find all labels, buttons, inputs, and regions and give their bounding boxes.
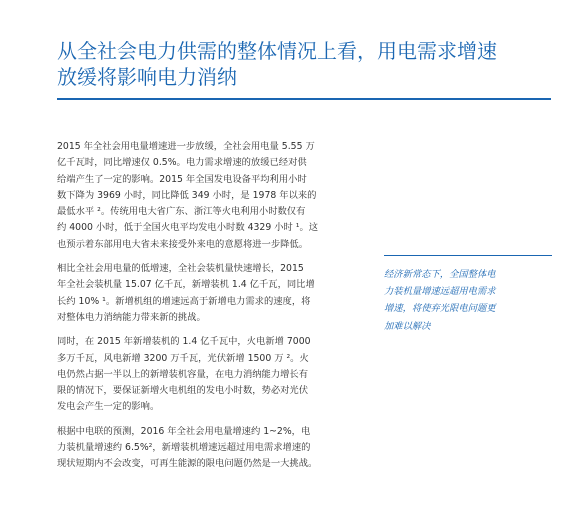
paragraph-line: 相比全社会用电量的低增速，全社会装机量快速增长，2015 [57, 263, 304, 275]
pull-quote-line: 加难以解决 [384, 320, 431, 332]
paragraph-line: 给端产生了一定的影响。2015 年全国发电设备平均利用小时 [57, 173, 307, 185]
callout-divider [384, 255, 552, 256]
title-divider [57, 98, 551, 100]
paragraph-4 [57, 424, 373, 473]
paragraph-line: 同时，在 2015 年新增装机的 1.4 亿千瓦中，火电新增 7000 [57, 336, 311, 348]
paragraph-line: 数下降为 3969 小时，同比降低 349 小时，是 1978 年以来的 [57, 189, 317, 201]
paragraph-line: 电仍然占据一半以上的新增装机容量，在电力消纳能力增长有 [57, 368, 309, 380]
paragraph-2 [57, 261, 373, 326]
paragraph-line: 最低水平 ²。传统用电大省广东、浙江等火电利用小时数仅有 [57, 206, 306, 218]
paragraph-line: 也预示着东部用电大省未来接受外来电的意愿将进一步降低。 [57, 238, 309, 250]
page-title-line-1: 从全社会电力供需的整体情况上看，用电需求增速 [57, 39, 497, 63]
pull-quote-line: 力装机量增速远超用电需求 [384, 286, 496, 298]
paragraph-line: 2015 年全社会用电量增速进一步放缓，全社会用电量 5.55 万 [57, 141, 315, 152]
paragraph-line: 年全社会装机量 15.07 亿千瓦，新增装机 1.4 亿千瓦，同比增 [57, 279, 315, 291]
paragraph-line: 长约 10% ¹。新增机组的增速远高于新增电力需求的速度，将 [57, 295, 311, 307]
paragraph-line: 多万千瓦，风电新增 3200 万千瓦，光伏新增 1500 万 ²。火 [57, 352, 309, 364]
paragraph-line: 发电会产生一定的影响。 [57, 401, 160, 413]
body-column [57, 139, 373, 481]
paragraph-line: 现状短期内不会改变，可再生能源的限电问题仍然是一大挑战。 [57, 458, 318, 470]
paragraph-1 [57, 139, 373, 253]
paragraph-3 [57, 334, 373, 415]
pull-quote-line: 经济新常态下，全国整体电 [384, 269, 496, 280]
paragraph-line: 亿千瓦时，同比增速仅 0.5%。电力需求增速的放缓已经对供 [57, 157, 307, 169]
page-title-line-2: 放缓将影响电力消纳 [57, 65, 237, 89]
pull-quote-line: 增速，将使弃光限电问题更 [384, 303, 496, 315]
paragraph-line: 力装机量增速约 6.5%²，新增装机增速远超过用电需求增速的 [57, 442, 311, 454]
page-title [57, 38, 557, 90]
paragraph-line: 根据中电联的预测，2016 年全社会用电量增速约 1~2%，电 [57, 425, 311, 437]
paragraph-line: 限的情况下，要保证新增火电机组的发电小时数，势必对光伏 [57, 385, 309, 397]
paragraph-line: 约 4000 小时，低于全国火电平均发电小时数 4329 小时 ¹。这 [57, 222, 319, 234]
pull-quote [384, 266, 554, 335]
paragraph-line: 对整体电力消纳能力带来新的挑战。 [57, 311, 206, 323]
